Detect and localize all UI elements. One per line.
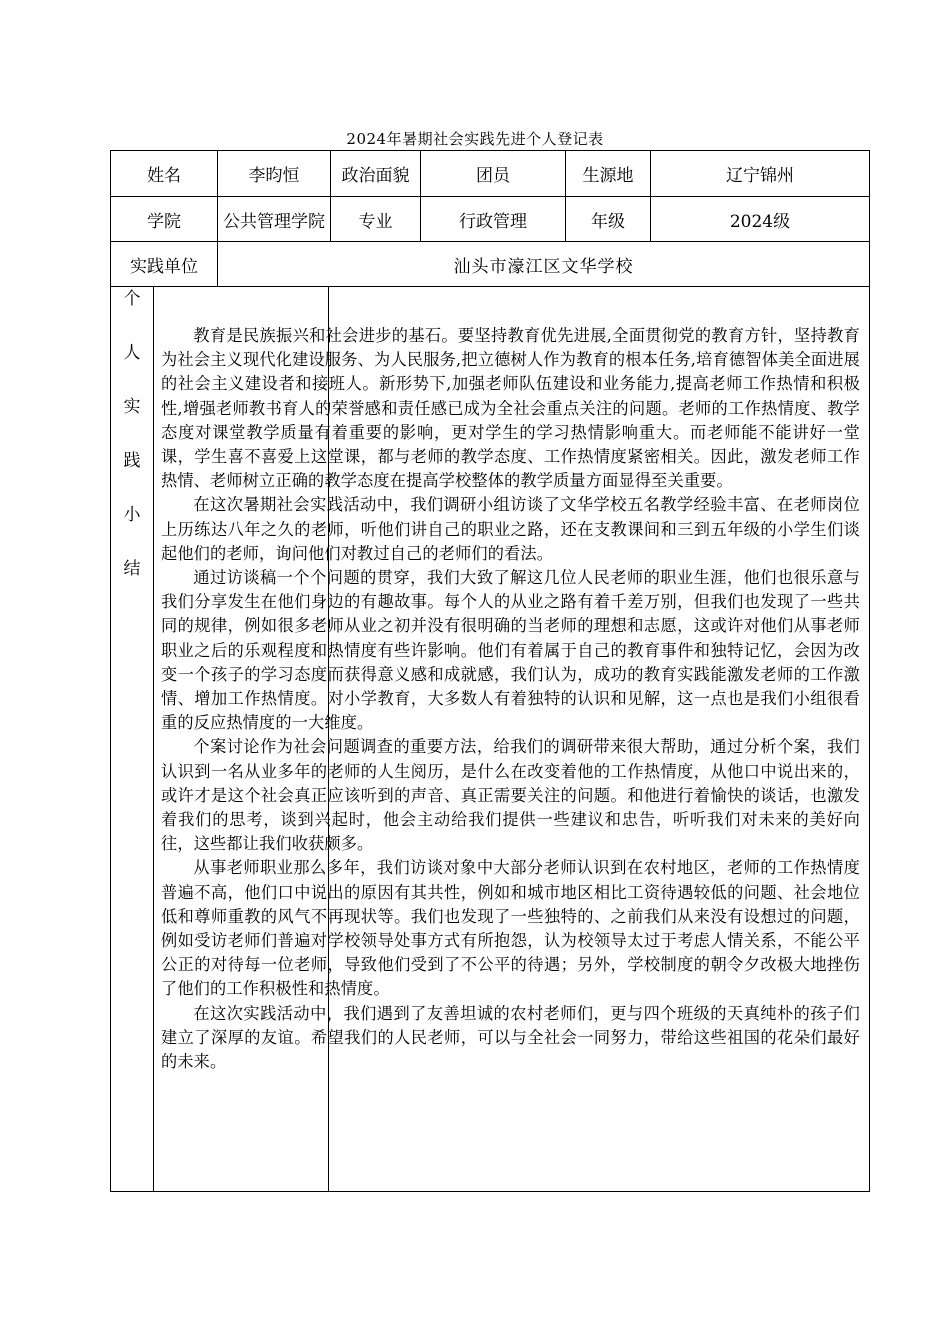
origin-label: 生源地 <box>566 151 651 197</box>
summary-side-label <box>111 287 154 1191</box>
practice-unit-value: 汕头市濠江区文华学校 <box>218 242 870 287</box>
summary-paragraph: 从事老师职业那么多年，我们访谈对象中大部分老师认识到在农村地区，老师的工作热情度普遍不高，他们口中说出的原因有其共性，例如和城市地区相比工资待遇较低的问题、社会地位低和尊师重教的风气不再现状等。我们也发现了一些独特的、之前我们从来没有设想过的问题，例如受访老师们普遍对学校领导处事方式有所抱怨，认为校领导太过于考虑人情关系，不能公平公正的对待每一位老师，导致他们受到了不公平的待遇；另外，学校制度的朝令夕改极大地挫伤了他们的工作积极性和热情度。 <box>161 858 860 999</box>
political-status-value: 团员 <box>421 151 566 197</box>
summary-paragraph: 通过访谈稿一个个问题的贯穿，我们大致了解这几位人民老师的职业生涯，他们也很乐意与我们分享发生在他们身边的有趣故事。每个人的从业之路有着千差万别，但我们也发现了一些共同的规律，例如很多老师从业之初并没有很明确的当老师的理想和志愿，这或许对他们从事老师职业之后的乐观程度和热情度有些许影响。他们有着属于自己的教育事件和独特记忆，会因为改变一个孩子的学习态度而获得意义感和成就感，我们认为，成功的教育实践能激发老师的工作激情、增加工作热情度。对小学教育，大多数人有着独特的认识和见解，这一点也是我们小组很看重的反应热情度的一大维度。 <box>161 568 860 733</box>
practice-unit-label: 实践单位 <box>111 242 218 287</box>
row-practice-unit <box>111 242 870 287</box>
grade-label: 年级 <box>566 197 651 242</box>
side-label-char: 结 <box>123 559 141 579</box>
row-academic-info <box>111 197 870 242</box>
origin-value: 辽宁锦州 <box>651 151 870 197</box>
row-basic-info <box>111 151 870 197</box>
side-label-char: 个 <box>123 289 141 309</box>
political-status-label: 政治面貌 <box>331 151 421 197</box>
summary-paragraph: 教育是民族振兴和社会进步的基石。要坚持教育优先进展,全面贯彻党的教育方针，坚持教育为社会主义现代化建设服务、为人民服务,把立德树人作为教育的根本任务,培育德智体美全面进展的社会主义建设者和接班人。新形势下,加强老师队伍建设和业务能力,提高老师工作热情和积极性,增强老师教书育人的荣誉感和责任感已成为全社会重点关注的问题。老师的工作热情度、教学态度对课堂教学质量有着重要的影响，更对学生的学习热情影响重大。而老师能不能讲好一堂课，学生喜不喜爱上这堂课，都与老师的教学态度、工作热情度紧密相关。因此，激发老师工作热情、老师树立正确的教学态度在提高学校整体的教学质量方面显得至关重要。 <box>161 326 860 491</box>
college-label: 学院 <box>111 197 218 242</box>
name-value: 李昀恒 <box>218 151 331 197</box>
side-label-char: 人 <box>123 343 141 363</box>
major-value: 行政管理 <box>421 197 566 242</box>
name-label: 姓名 <box>111 151 218 197</box>
summary-paragraph: 在这次暑期社会实践活动中，我们调研小组访谈了文华学校五名教学经验丰富、在老师岗位上历练达八年之久的老师，听他们讲自己的职业之路，还在支教课间和三到五年级的小学生们谈起他们的老师，询问他们对教过自己的老师们的看法。 <box>161 495 860 563</box>
major-label: 专业 <box>331 197 421 242</box>
side-label-char: 践 <box>123 451 141 471</box>
summary-body <box>153 290 868 1074</box>
summary-paragraph: 个案讨论作为社会问题调查的重要方法，给我们的调研带来很大帮助，通过分析个案，我们认识到一名从业多年的老师的人生阅历，是什么在改变着他的工作热情度，从他口中说出来的，或许才是这个社会真正应该听到的声音、真正需要关注的问题。和他进行着愉快的谈话，也激发着我们的思考，谈到兴起时，他会主动给我们提供一些建议和忠告，听听我们对未来的美好向往，这些都让我们收获颇多。 <box>161 737 860 854</box>
side-label-char: 小 <box>123 505 141 525</box>
grade-value: 2024级 <box>651 197 870 242</box>
side-label-char: 实 <box>123 397 141 417</box>
summary-paragraph: 在这次实践活动中，我们遇到了友善坦诚的农村老师们，更与四个班级的天真纯朴的孩子们建立了深厚的友谊。希望我们的人民老师，可以与全社会一同努力，带给这些祖国的花朵们最好的未来。 <box>161 1003 860 1072</box>
college-value: 公共管理学院 <box>218 197 331 242</box>
form-title: 2024年暑期社会实践先进个人登记表 <box>346 130 604 148</box>
